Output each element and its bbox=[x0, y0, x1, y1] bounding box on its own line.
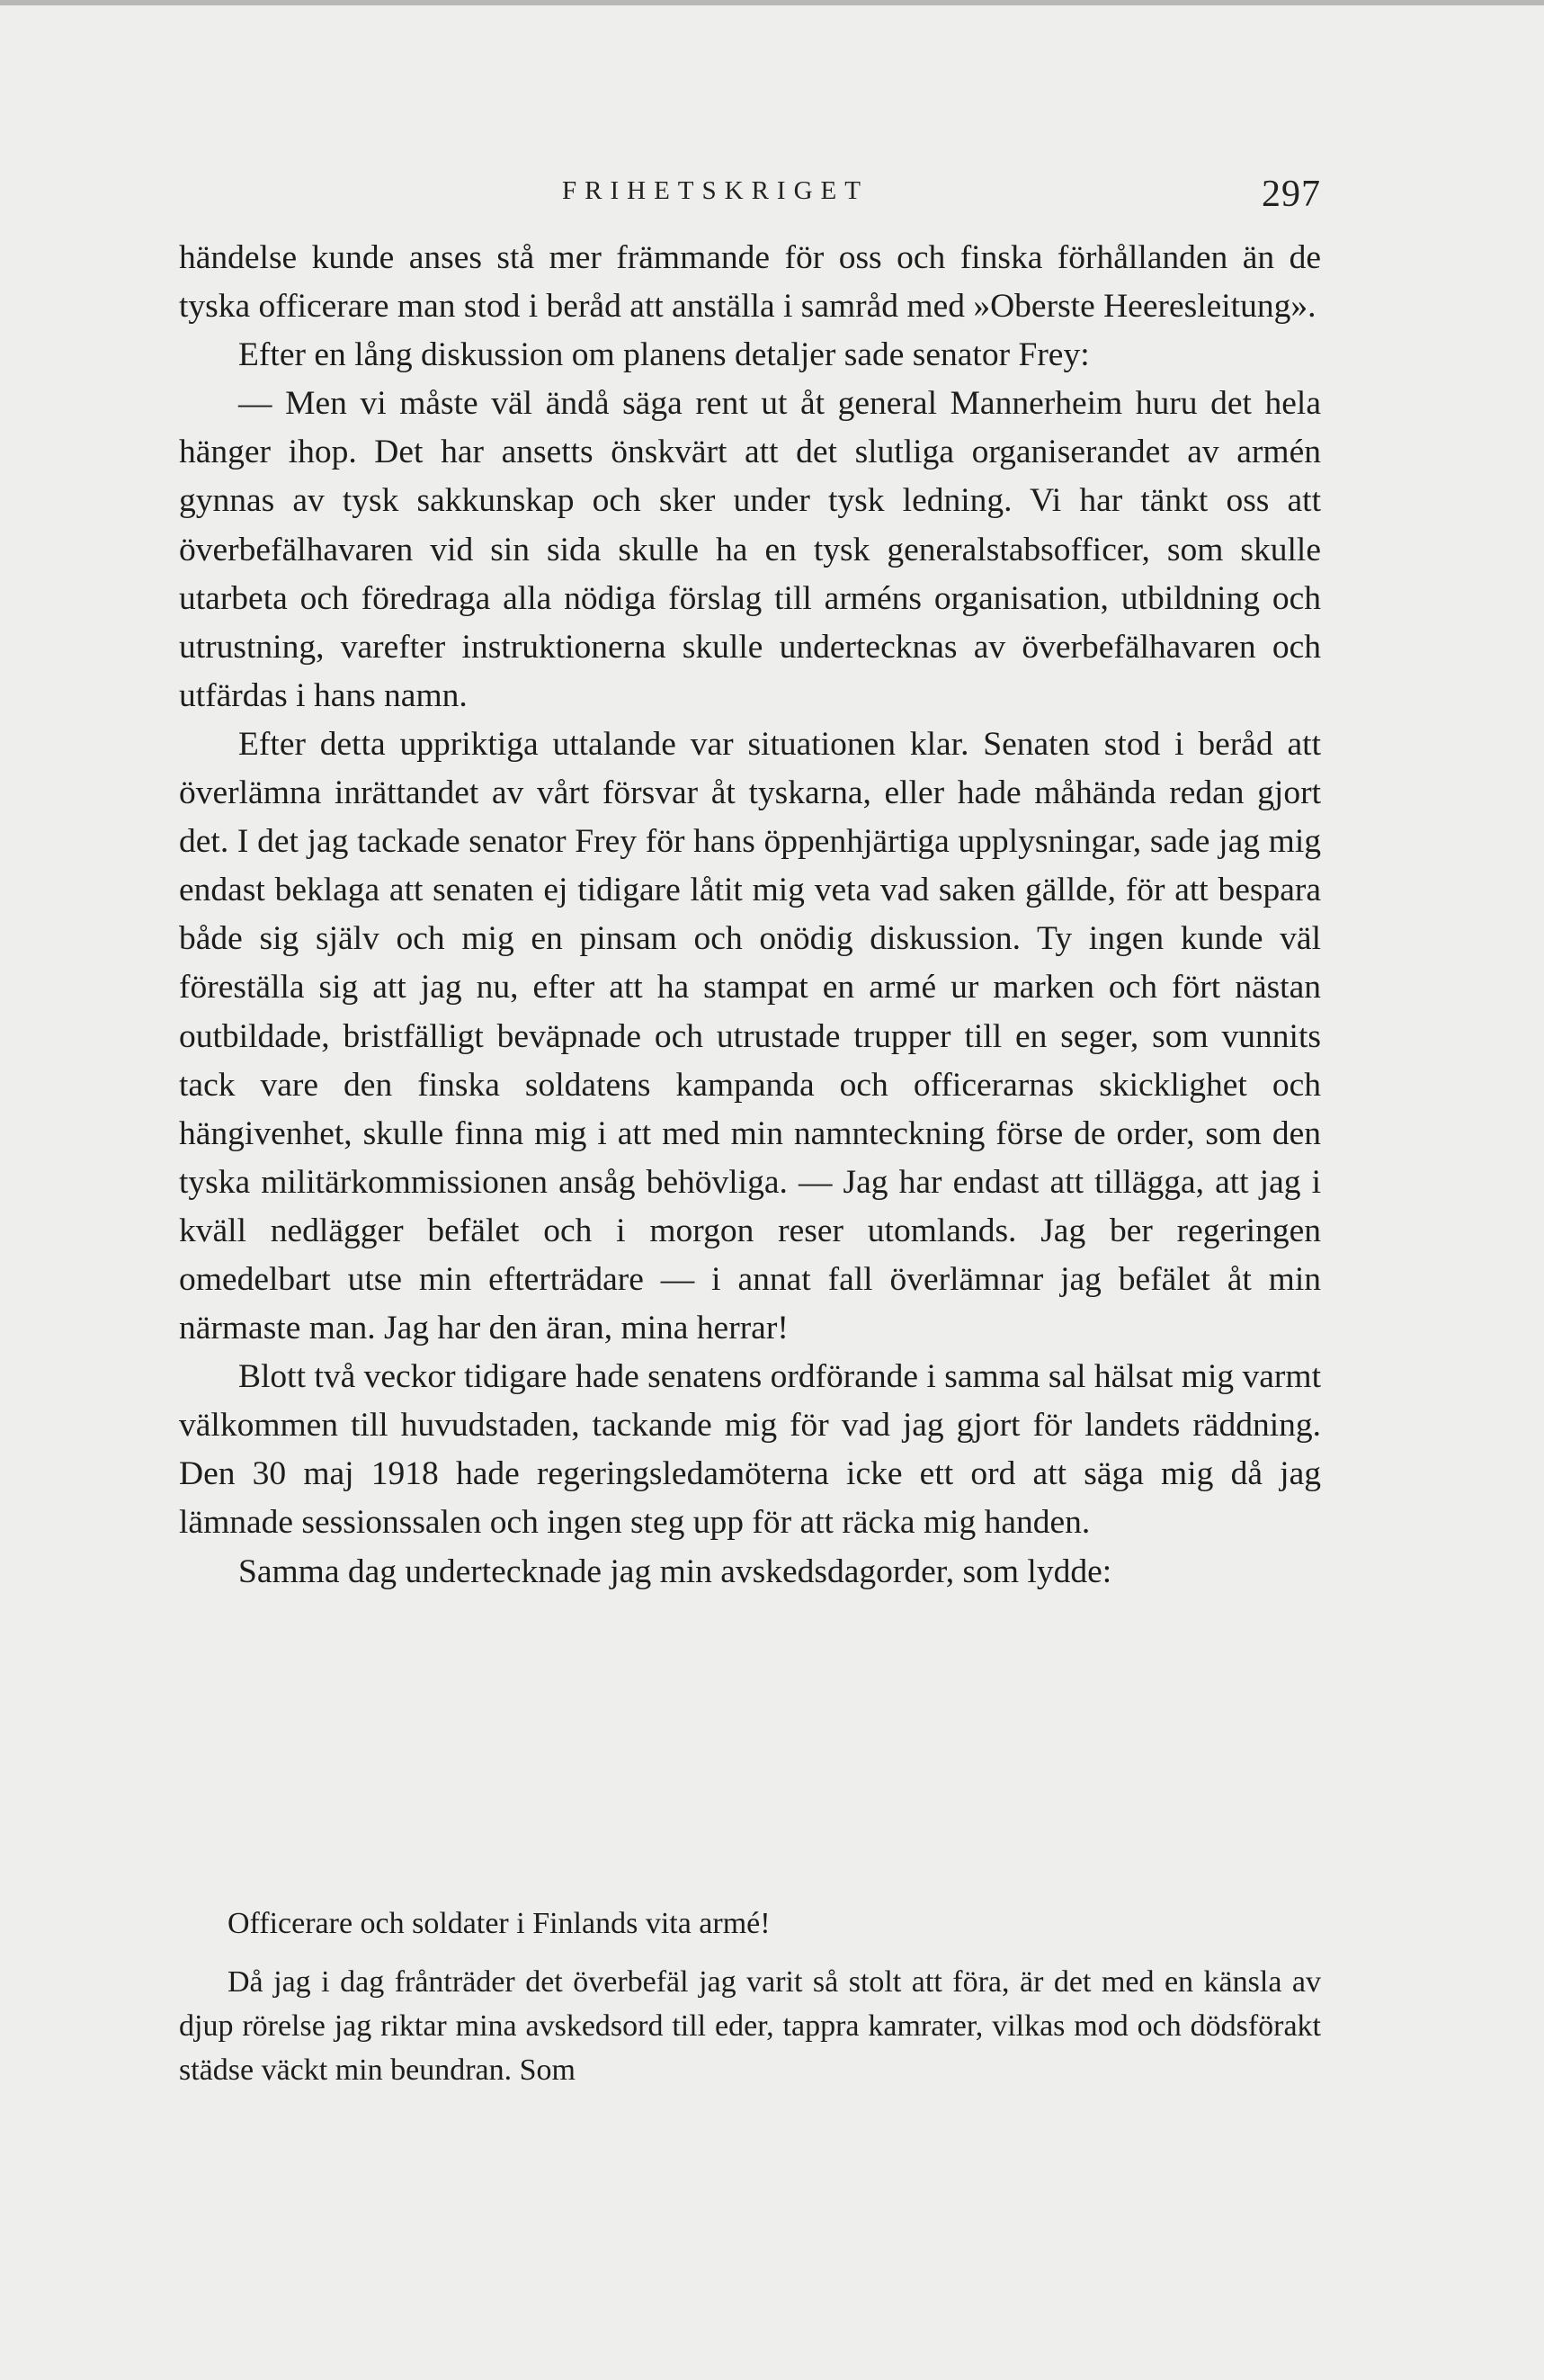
page-number: 297 bbox=[1262, 174, 1321, 215]
body-text bbox=[179, 234, 1321, 1597]
quote-salutation: Officerare och soldater i Finlands vita armé! bbox=[228, 1907, 771, 1940]
paragraph: Efter detta uppriktiga uttalande var situationen klar. Senaten stod i beråd att överlämna inrättandet av vårt försvar åt tyskarna, eller hade måhända redan gjort det. I det jag tackade senator Frey för hans öppenhjärtiga upplysningar, sade jag mig endast beklaga att senaten ej tidigare låtit mig veta vad saken gällde, för att bespara både sig själv och mig en pinsam och onödig diskussion. Ty ingen kunde väl föreställa sig att jag nu, efter att ha stampat en armé ur marken och fört nästan outbildade, bristfälligt beväpnade och utrustade trupper till en seger, som vunnits tack vare den finska soldatens kampanda och officerarnas skicklighet och hängivenhet, skulle finna mig i att med min namnteckning förse de order, som den tyska militärkommissionen ansåg behövliga. — Jag har endast att tillägga, att jag i kväll nedlägger befälet och i morgon reser utomlands. Jag ber regeringen omedelbart utse min efterträdare — i annat fall överlämnar jag befälet åt min närmaste man. Jag har den äran, mina herrar! bbox=[179, 725, 1321, 1347]
quote-paragraph: Då jag i dag frånträder det överbefäl jag varit så stolt att föra, är det med en känsla av djup rörelse jag riktar mina avskedsord till eder, tappra kamrater, vilkas mod och dödsförakt städse väckt min beundran. Som bbox=[179, 1965, 1321, 2087]
page-top-edge bbox=[0, 0, 1544, 5]
paragraph-continuation: händelse kunde anses stå mer främmande för oss och finska förhållanden än de tyska officerare man stod i beråd att anställa i samråd med »Oberste Heeresleitung». bbox=[179, 239, 1321, 326]
paragraph: Blott två veckor tidigare hade senatens ordförande i samma sal hälsat mig varmt välkommen till huvudstaden, tackande mig för vad jag gjort för landets räddning. Den 30 maj 1918 hade regeringsledamöterna icke ett ord att säga mig då jag lämnade sessionssalen och ingen steg upp för att räcka mig handen. bbox=[179, 1358, 1321, 1542]
running-head: FRIHETSKRIGET bbox=[562, 176, 869, 205]
paragraph: Samma dag undertecknade jag min avskedsdagorder, som lydde: bbox=[238, 1552, 1112, 1590]
paragraph-dialogue: — Men vi måste väl ändå säga rent ut åt general Mannerheim huru det hela hänger ihop. Det har ansetts önskvärt att det slutliga organiserandet av armén gynnas av tysk sakkunskap och sker under tysk ledning. Vi har tänkt oss att överbefälhavaren vid sin sida skulle ha en tysk generalstabsofficer, som skulle utarbeta och föredraga alla nödiga förslag till arméns organisation, utbildning och utrustning, varefter instruktionerna skulle undertecknas av överbefälhavaren och utfärdas i hans namn. bbox=[179, 385, 1321, 714]
page-header bbox=[179, 176, 1321, 216]
paragraph: Efter en lång diskussion om planens detaljer sade senator Frey: bbox=[238, 336, 1090, 374]
order-of-the-day-quote bbox=[179, 1901, 1321, 2092]
